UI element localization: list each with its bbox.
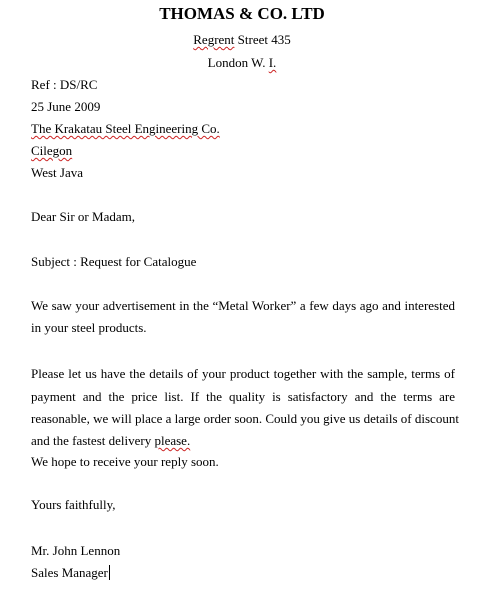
paragraph2-line4 bbox=[31, 433, 190, 449]
paragraph2-line4-plain: and the fastest delivery bbox=[31, 433, 155, 448]
reference-line: Ref : DS/RC bbox=[31, 77, 98, 92]
signature-title: Sales Manager bbox=[31, 565, 108, 580]
letterhead-street bbox=[0, 32, 484, 48]
letterhead-company: THOMAS & CO. LTD bbox=[159, 4, 325, 23]
letterhead-city bbox=[0, 55, 484, 71]
recipient-company bbox=[31, 121, 220, 137]
paragraph2-line3: reasonable, we will place a large order soon. Could you give us details of discount bbox=[31, 411, 459, 426]
signature-title-line bbox=[31, 565, 110, 581]
recipient-region: West Java bbox=[31, 165, 84, 180]
city-prefix: London W. bbox=[207, 55, 269, 70]
paragraph1-line1: We saw your advertisement in the “Metal Worker” a few days ago and interested bbox=[31, 298, 455, 313]
date-line: 25 June 2009 bbox=[31, 99, 101, 114]
street-rest: Street 435 bbox=[234, 32, 291, 47]
valediction: Yours faithfully, bbox=[31, 497, 116, 512]
recipient-city bbox=[31, 143, 72, 159]
city-suffix: I. bbox=[268, 55, 277, 70]
recipient-city-text: Cilegon bbox=[31, 143, 73, 158]
subject-line: Subject : Request for Catalogue bbox=[31, 254, 197, 269]
recipient-company-text: The Krakatau Steel Engineering Co. bbox=[31, 121, 220, 136]
street-word: Regrent bbox=[193, 32, 235, 47]
paragraph2-line1: Please let us have the details of your product together with the sample, terms of bbox=[31, 366, 455, 381]
signature-name: Mr. John Lennon bbox=[31, 543, 121, 558]
text-cursor bbox=[109, 565, 110, 580]
salutation: Dear Sir or Madam, bbox=[31, 209, 135, 224]
paragraph2-line2: payment and the price list. If the quality is satisfactory and the terms are bbox=[31, 389, 455, 404]
paragraph1-line2: in your steel products. bbox=[31, 320, 147, 335]
closing-line: We hope to receive your reply soon. bbox=[31, 454, 219, 469]
paragraph2-line4-marked: please. bbox=[154, 433, 191, 448]
